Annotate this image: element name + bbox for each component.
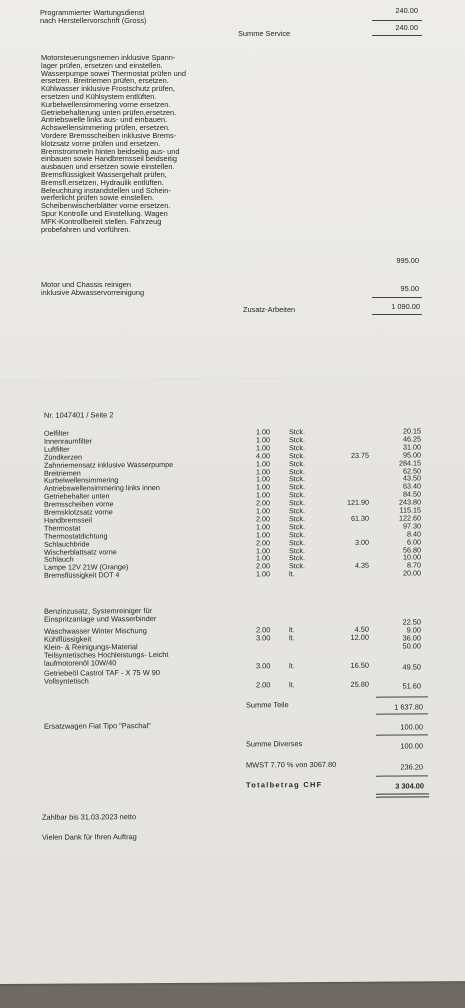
item-name: Breitriemen <box>44 468 81 478</box>
item-total: 10.00 <box>403 552 421 562</box>
summe-service-value: 240.00 <box>395 23 418 32</box>
item-total: 46.25 <box>403 434 421 444</box>
item-unit: Stck. <box>289 506 305 516</box>
washer-unit-price: 4.50 <box>354 624 369 634</box>
zusatz-rule <box>372 314 422 315</box>
gear-oil-label: Getriebeöl Castrol TAF - X 75 W 90 Vollsyntetisch <box>44 668 160 686</box>
item-unit: Stck. <box>289 529 305 539</box>
service-rule <box>372 20 422 21</box>
table-row <box>0 569 465 580</box>
item-total: 122.60 <box>399 513 421 523</box>
item-qty: 1.00 <box>256 569 270 579</box>
summe-service-rule <box>372 35 422 36</box>
item-name: Zündkerzen <box>44 452 82 462</box>
invoice-page-2 <box>0 377 465 984</box>
item-total: 63.40 <box>403 481 421 491</box>
item-total: 243.80 <box>399 497 421 507</box>
work-price: 995.00 <box>396 256 419 265</box>
oil-unit-price: 16.50 <box>350 660 369 670</box>
item-name: Thermostat <box>44 523 81 533</box>
summe-teile-rule <box>376 713 428 714</box>
item-name: Luftfilter <box>44 444 70 454</box>
cleaning-label: Motor und Chassis reinigen inklusive Abwasservorreinigung <box>41 280 145 297</box>
item-unit: Stck. <box>289 442 305 453</box>
gear-oil-unit: lt. <box>289 680 295 690</box>
item-name: Zahnriemensatz inklusive Wasserpumpe <box>44 459 174 470</box>
item-unit: Stck. <box>289 498 305 508</box>
additive-label: Benzinzusatz, Systemreiniger für Einspritzanlage und Wasserbinder <box>44 606 157 624</box>
page-header: Nr. 1047401 / Seite 2 <box>44 410 114 420</box>
service-price: 240.00 <box>395 6 418 15</box>
item-unit-price: 23.75 <box>351 450 369 460</box>
oil-qty: 3.00 <box>256 661 271 671</box>
item-name: Oelfilter <box>44 428 69 438</box>
summe-teile-label: Summe Teile <box>246 700 289 710</box>
totalbetrag-label: Totalbetrag CHF <box>246 780 323 790</box>
item-unit: Stck. <box>289 450 305 460</box>
item-qty: 1.00 <box>256 466 270 476</box>
item-total: 20.15 <box>403 426 421 436</box>
item-unit: Stck. <box>289 466 305 476</box>
totalbetrag-rule <box>376 793 429 794</box>
coolant-total: 36.00 <box>402 633 421 643</box>
item-qty: 1.00 <box>256 522 270 532</box>
item-name: Bremsklotzsatz vorne <box>44 507 113 517</box>
ersatzwagen-label: Ersatzwagen Fiat Tipo "Paschal" <box>44 721 151 731</box>
item-qty: 1.00 <box>256 458 270 469</box>
item-total: 62.50 <box>403 465 421 476</box>
item-unit-price: 3.00 <box>355 537 369 547</box>
item-qty: 2.00 <box>256 514 270 524</box>
item-total: 8.70 <box>407 560 421 570</box>
item-unit: Stck. <box>289 514 305 524</box>
item-unit: Stck. <box>289 474 305 484</box>
ersatzwagen-value: 100.00 <box>400 722 423 732</box>
item-qty: 2.00 <box>256 561 270 571</box>
oil-label: Teilsyntetisches Hochleistungs- Leicht laufmotorenöl 10W/40 <box>44 649 169 668</box>
item-unit: Stck. <box>289 521 305 532</box>
summe-teile-value: 1 637.80 <box>394 702 423 712</box>
thanks-text: Vielen Dank für Ihren Auftrag <box>42 832 137 842</box>
mwst-rule <box>376 775 428 776</box>
item-name: Antriebswellensimmering links innen <box>44 483 160 494</box>
item-total: 56.80 <box>403 544 421 555</box>
cleaning-material-total: 50.00 <box>402 641 421 651</box>
item-qty: 1.00 <box>256 530 270 540</box>
item-name: Lampe 12V 21W (Orange) <box>44 562 129 573</box>
item-qty: 1.00 <box>256 490 270 500</box>
item-name: Getriebehalter unten <box>44 491 110 501</box>
item-total: 284.15 <box>399 458 421 468</box>
ersatzwagen-rule <box>376 734 428 735</box>
item-total: 8.40 <box>407 529 421 539</box>
summe-service-label: Summe Service <box>238 29 291 38</box>
washer-total: 9.00 <box>406 625 421 635</box>
item-unit: Stck. <box>289 561 305 571</box>
washer-unit: lt. <box>289 625 295 635</box>
item-qty: 4.00 <box>256 451 270 461</box>
invoice-page-1 <box>0 0 465 380</box>
item-unit: Stck. <box>289 427 305 437</box>
item-unit: lt. <box>289 569 295 579</box>
mwst-value: 236.20 <box>400 762 423 772</box>
washer-name: Waschwasser Winter Mischung <box>44 626 147 636</box>
item-total: 6.00 <box>407 537 421 547</box>
item-name: Schlauchbride <box>44 539 90 549</box>
gear-oil-total: 51.60 <box>402 681 421 691</box>
coolant-unit: lt. <box>289 633 295 643</box>
item-unit: Stck. <box>289 458 305 468</box>
item-total: 95.00 <box>403 450 421 460</box>
item-qty: 1.00 <box>256 474 270 484</box>
item-qty: 1.00 <box>256 443 270 453</box>
item-unit: Stck. <box>289 435 305 445</box>
item-name: Schlauch <box>44 554 74 565</box>
gear-oil-qty: 2.00 <box>256 680 271 690</box>
item-total: 20.00 <box>403 568 421 578</box>
coolant-unit-price: 12.00 <box>350 632 369 642</box>
item-qty: 1.00 <box>256 553 270 563</box>
zusatz-label: Zusatz-Arbeiten <box>243 305 296 314</box>
item-total: 97.30 <box>403 521 421 531</box>
item-qty: 1.00 <box>256 545 270 555</box>
item-name: Wischerblattsatz vorne <box>44 546 117 557</box>
cleaning-rule <box>372 297 422 298</box>
payable-text: Zahlbar bis 31.03.2023 netto <box>42 812 137 822</box>
additive-total: 22.50 <box>402 617 421 627</box>
item-unit: Stck. <box>289 545 305 555</box>
coolant-qty: 3.00 <box>256 633 271 643</box>
item-unit: Stck. <box>289 553 305 563</box>
item-qty: 1.00 <box>256 482 270 492</box>
item-qty: 2.00 <box>256 498 270 508</box>
item-qty: 1.00 <box>256 435 270 445</box>
summe-diverses-label: Summe Diverses <box>246 739 303 749</box>
item-qty: 1.00 <box>256 427 270 437</box>
item-name: Thermostatdichtung <box>44 531 108 541</box>
service-label: Programmierter Wartungsdienst nach Herstellervorschrift (Gross) <box>40 8 147 25</box>
work-description: Motorsteuerungsnemen inklusive Spann- lager prüfen, ersetzen und einstellen. Wasserpumpe sowei Thermostat prüfen und ersetzen. Breitriemen prüfen, ersetzen. Kühlwasser inklusive Frostschutz prüfen, ersetzen und Kühlsystem entlüften. Kurbelwellensimmering vorne ersetzen. Getriebehalterung unten prüfen,ersetzen. Antriebswelle links aus- und einbauen. Achswellensimmering prüfen, ersetzen. Vordere Bremsscheiben inklusive Brems- klotzsatz vorne prüfen und ersetzen. Bremstrommeln hinten beidseitig aus- und einbauen sowie Handbremsseil beidseitig ausbauen und ersetzen sowie einstellen. Bremsflüssigkeit Wassergehalt prüfen, Bremsfl.ersetzen, Hydraulik entlüften. Beleuchtung instandstellen und Schein- werferlicht prüfen sowie einstellen. Scheibenwischerblätter vorne ersetzen. Spur Kontrolle und Einstellung. Wagen MFK-Kontrollbereit stellen. Fahrzeug probefahren und vorführen. <box>41 53 187 234</box>
summe-diverses-value: 100.00 <box>400 741 423 751</box>
totalbetrag-value: 3 304.00 <box>395 781 424 791</box>
parts-rule <box>376 696 428 697</box>
item-unit: Stck. <box>289 482 305 492</box>
item-unit-price: 61.30 <box>351 513 369 523</box>
item-unit-price: 4.35 <box>355 561 369 571</box>
oil-unit: lt. <box>289 661 295 671</box>
item-unit: Stck. <box>289 537 305 547</box>
item-name: Kurbelwellensimmering <box>44 475 119 486</box>
gear-oil-unit-price: 25.80 <box>350 679 369 689</box>
item-total: 84.50 <box>403 489 421 499</box>
washer-qty: 2.00 <box>256 625 271 635</box>
item-name: Bremsflüssigkeit DOT 4 <box>44 570 120 580</box>
parts-list <box>0 427 465 590</box>
item-name: Innenraumfilter <box>44 436 92 446</box>
item-name: Bremsscheiben vorne <box>44 499 114 509</box>
item-unit: Stck. <box>289 490 305 500</box>
item-total: 31.00 <box>403 442 421 452</box>
item-total: 115.15 <box>399 505 421 515</box>
item-total: 43.50 <box>403 473 421 483</box>
cleaning-price: 95.00 <box>400 284 419 293</box>
cleaning-material: Klein- & Reinigungs-Material <box>44 642 138 652</box>
item-qty: 2.00 <box>256 537 270 548</box>
oil-total: 49.50 <box>402 662 421 672</box>
mwst-label: MWST 7.70 % von 3067.80 <box>246 759 337 770</box>
item-unit-price: 121.90 <box>347 497 369 507</box>
item-qty: 1.00 <box>256 506 270 516</box>
coolant-name: Kühlflüssigkeit <box>44 634 92 644</box>
item-name: Handbremsseil <box>44 515 92 525</box>
zusatz-value: 1 090.00 <box>391 302 420 311</box>
